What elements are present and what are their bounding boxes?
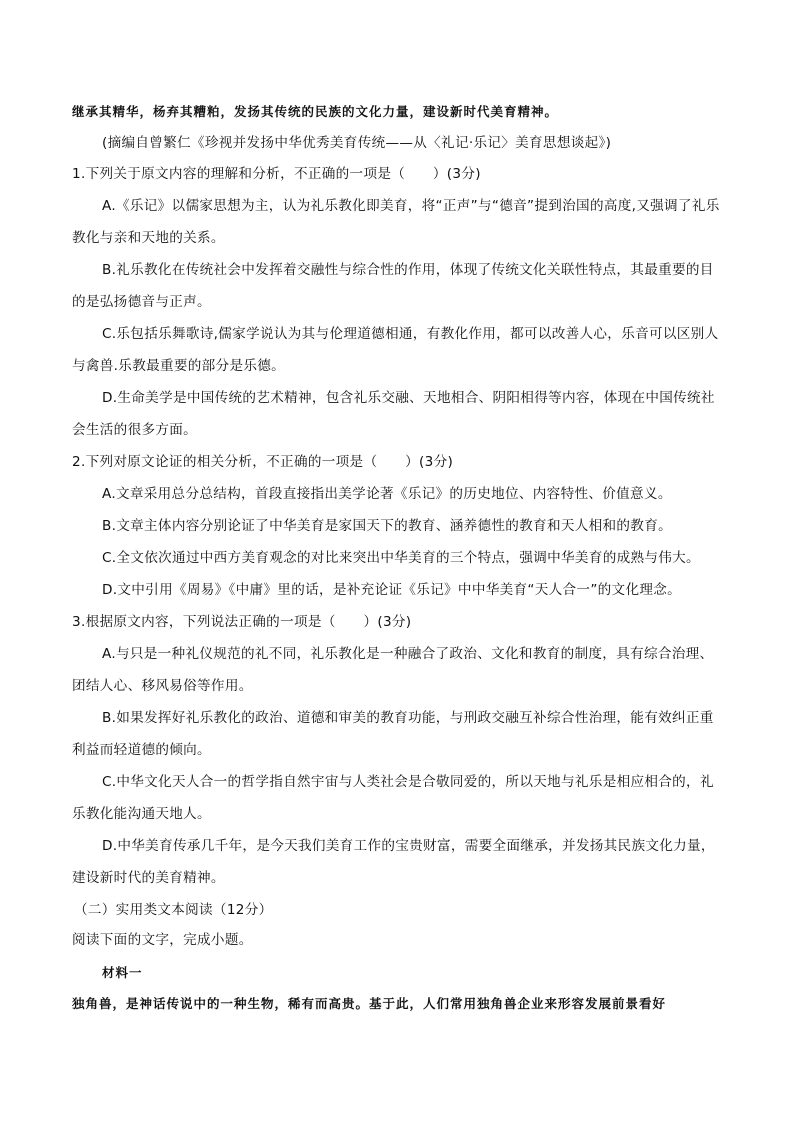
material-label: 材料一 [102, 965, 143, 980]
question-3: 3.根据原文内容，下列说法正确的一项是（ ）(3分) [72, 614, 412, 630]
paragraph-line: 继承其精华，杨弃其糟粕，发扬其传统的民族的文化力量，建设新时代美育精神。 [72, 104, 559, 119]
option-1b: B.礼乐教化在传统社会中发挥着交融性与综合性的作用，体现了传统文化关联性特点，其最重要的目 [102, 262, 714, 278]
section-heading: （二）实用类文本阅读（12分） [74, 902, 273, 918]
option-2c: C.全文依次通过中西方美育观念的对比来突出中华美育的三个特点，强调中华美育的成熟与伟大。 [102, 550, 700, 566]
question-1: 1.下列关于原文内容的理解和分析，不正确的一项是（ ）(3分) [72, 166, 481, 182]
option-1a-cont: 教化与亲和天地的关系。 [72, 230, 225, 246]
option-3c: C.中华文化天人合一的哲学指自然宇宙与人类社会是合敬同爱的，所以天地与礼乐是相应相合的，礼 [102, 774, 714, 790]
option-3d: D.中华美育传承几千年，是今天我们美育工作的宝贵财富，需要全面继承，并发扬其民族文化力量， [102, 838, 715, 854]
option-1c-cont: 与禽兽.乐教最重要的部分是乐德。 [72, 358, 286, 374]
option-3b-cont: 利益而轻道德的倾向。 [72, 742, 211, 758]
instruction: 阅读下面的文字，完成小题。 [72, 932, 253, 948]
option-3a-cont: 团结人心、移风易俗等作用。 [72, 678, 253, 694]
option-3c-cont: 乐教化能沟通天地人。 [72, 806, 211, 822]
option-3b: B.如果发挥好礼乐教化的政治、道德和审美的教育功能，与刑政交融互补综合性治理，能有效纠正重 [102, 710, 714, 726]
option-1d: D.生命美学是中国传统的艺术精神，包含礼乐交融、天地相合、阴阳相得等内容，体现在中国传统社 [102, 390, 715, 406]
option-1a: A.《乐记》以儒家思想为主，认为礼乐教化即美育，将“正声”与“德音”提到治国的高度,又强调了礼乐 [102, 198, 720, 214]
option-1d-cont: 会生活的很多方面。 [72, 422, 198, 438]
option-3a: A.与只是一种礼仪规范的礼不同，礼乐教化是一种融合了政治、文化和教育的制度，具有综合治理、 [102, 646, 714, 662]
option-2a: A.文章采用总分总结构，首段直接指出美学论著《乐记》的历史地位、内容特性、价值意义。 [102, 486, 672, 502]
option-1c: C.乐包括乐舞歌诗,儒家学说认为其与伦理道德相通，有教化作用，都可以改善人心，乐音可以区别人 [102, 326, 719, 342]
option-1b-cont: 的是弘扬德音与正声。 [72, 294, 211, 310]
option-2d: D.文中引用《周易》《中庸》里的话，是补充论证《乐记》中中华美育“天人合一”的文化理念。 [102, 582, 682, 598]
option-2b: B.文章主体内容分别论证了中华美育是家国天下的教育、涵养德性的教育和天人相和的教育。 [102, 518, 672, 534]
option-3d-cont: 建设新时代的美育精神。 [72, 870, 225, 886]
question-2: 2.下列对原文论证的相关分析，不正确的一项是（ ）(3分) [72, 454, 454, 470]
source-citation: (摘编自曾繁仁《珍视并发扬中华优秀美育传统——从〈礼记·乐记〉美育思想谈起》) [102, 135, 612, 151]
material-text: 独角兽，是神话传说中的一种生物，稀有而高贵。基于此，人们常用独角兽企业来形容发展前景看好 [72, 996, 667, 1011]
